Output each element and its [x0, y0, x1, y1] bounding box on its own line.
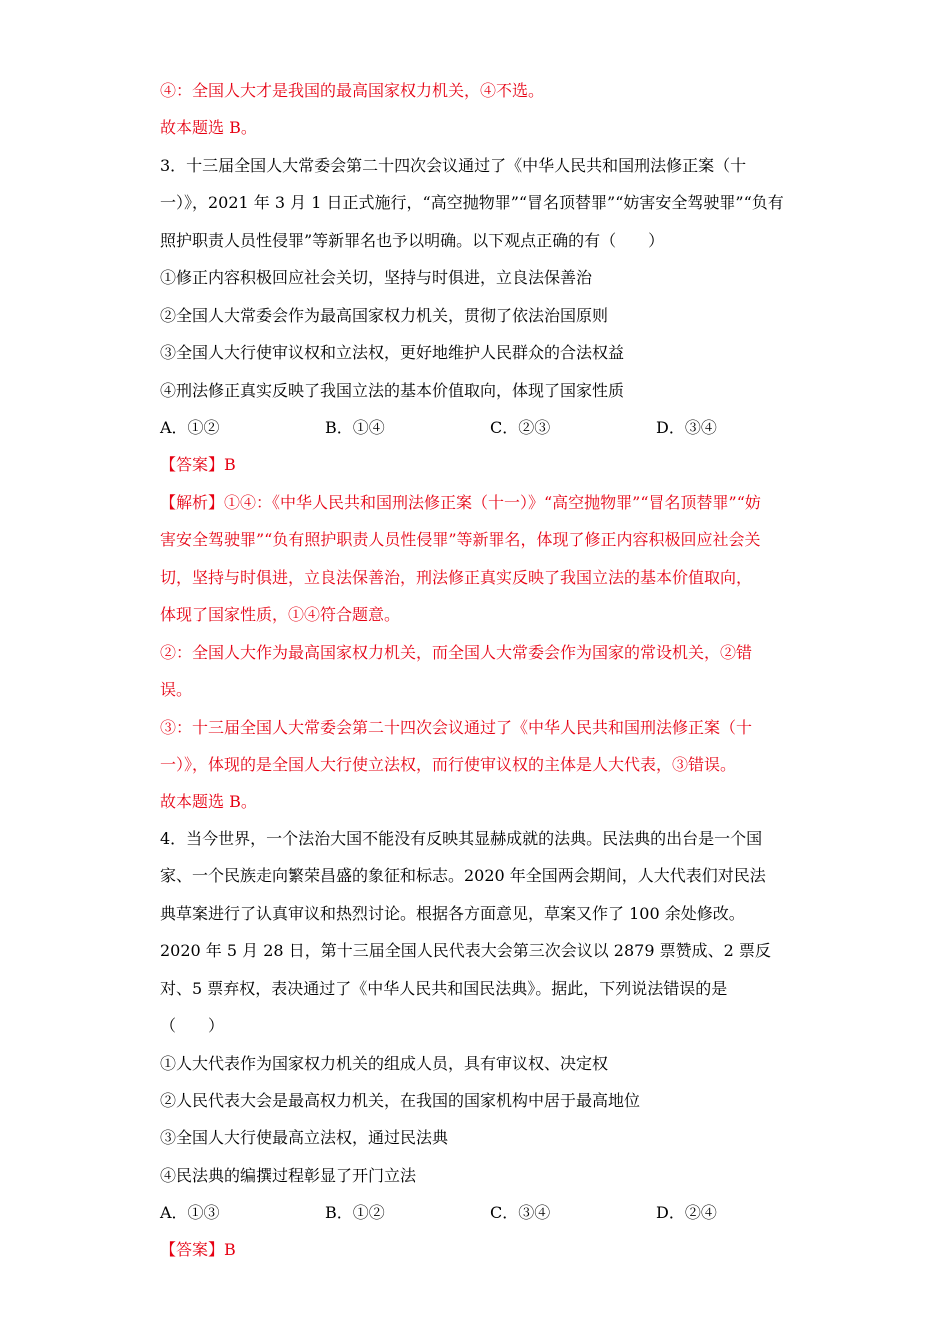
q3-option-a: A．①②: [160, 418, 220, 437]
q3-option-c: C．②③: [490, 418, 551, 437]
q4-stem-line: 对、5 票弃权，表决通过了《中华人民共和国民法典》。据此，下列说法错误的是: [160, 979, 728, 998]
q4-stem-line: 4．当今世界，一个法治大国不能没有反映其显赫成就的法典。民法典的出台是一个国: [160, 829, 763, 848]
q3-statement-1: ①修正内容积极回应社会关切，坚持与时俱进，立良法保善治: [160, 268, 593, 287]
q4-stem-line: 家、一个民族走向繁荣昌盛的象征和标志。2020 年全国两会期间，人大代表们对民法: [160, 866, 766, 885]
q3-statement-4: ④刑法修正真实反映了我国立法的基本价值取向，体现了国家性质: [160, 381, 625, 400]
q3-stem-line: 一）》，2021 年 3 月 1 日正式施行，“高空抛物罪”“冒名顶替罪”“妨害安全驾驶罪”“负有: [160, 193, 784, 212]
q4-options: [160, 1201, 800, 1225]
q3-analysis-line: 切，坚持与时俱进，立良法保善治，刑法修正真实反映了我国立法的基本价值取向，: [160, 568, 753, 587]
q3-answer: 【答案】B: [160, 455, 236, 474]
q3-conclusion: 故本题选 B。: [160, 792, 257, 811]
q3-analysis-line: ③：十三届全国人大常委会第二十四次会议通过了《中华人民共和国刑法修正案（十: [160, 718, 753, 737]
q4-statement-2: ②人民代表大会是最高权力机关，在我国的国家机构中居于最高地位: [160, 1091, 641, 1110]
q4-statement-3: ③全国人大行使最高立法权，通过民法典: [160, 1128, 449, 1147]
q3-stem-line: 3．十三届全国人大常委会第二十四次会议通过了《中华人民共和国刑法修正案（十: [160, 156, 747, 175]
q4-option-a: A．①③: [160, 1203, 220, 1222]
q3-option-d: D．③④: [656, 418, 717, 437]
q3-statement-2: ②全国人大常委会作为最高国家权力机关，贯彻了依法治国原则: [160, 306, 609, 325]
q3-analysis-line: 一）》，体现的是全国人大行使立法权，而行使审议权的主体是人大代表，③错误。: [160, 755, 737, 774]
q4-option-c: C．③④: [490, 1203, 551, 1222]
q3-analysis-line: 体现了国家性质，①④符合题意。: [160, 605, 401, 624]
q4-stem-line: 2020 年 5 月 28 日，第十三届全国人民代表大会第三次会议以 2879 票赞成、2 票反: [160, 941, 771, 960]
q3-options: [160, 416, 800, 440]
q4-option-b: B．①②: [325, 1203, 385, 1222]
prev-analysis-line: ④：全国人大才是我国的最高国家权力机关，④不选。: [160, 81, 545, 100]
q4-statement-4: ④民法典的编撰过程彰显了开门立法: [160, 1166, 417, 1185]
q4-answer: 【答案】B: [160, 1240, 236, 1259]
q3-analysis-line: 误。: [160, 680, 193, 699]
q3-statement-3: ③全国人大行使审议权和立法权，更好地维护人民群众的合法权益: [160, 343, 625, 362]
q3-stem-line: 照护职责人员性侵罪”等新罪名也予以明确。以下观点正确的有（ ）: [160, 231, 665, 250]
q4-statement-1: ①人大代表作为国家权力机关的组成人员，具有审议权、决定权: [160, 1054, 609, 1073]
q4-stem-line: 典草案进行了认真审议和热烈讨论。根据各方面意见，草案又作了 100 余处修改。: [160, 904, 745, 923]
q3-analysis-line: 【解析】①④：《中华人民共和国刑法修正案（十一）》“高空抛物罪”“冒名顶替罪”“妨: [160, 493, 761, 512]
q4-option-d: D．②④: [656, 1203, 717, 1222]
q4-stem-line: （ ）: [160, 1016, 225, 1035]
q3-analysis-line: 害安全驾驶罪”“负有照护职责人员性侵罪”等新罪名，体现了修正内容积极回应社会关: [160, 530, 761, 549]
prev-conclusion: 故本题选 B。: [160, 118, 257, 137]
q3-option-b: B．①④: [325, 418, 385, 437]
q3-analysis-line: ②：全国人大作为最高国家权力机关，而全国人大常委会作为国家的常设机关，②错: [160, 643, 753, 662]
